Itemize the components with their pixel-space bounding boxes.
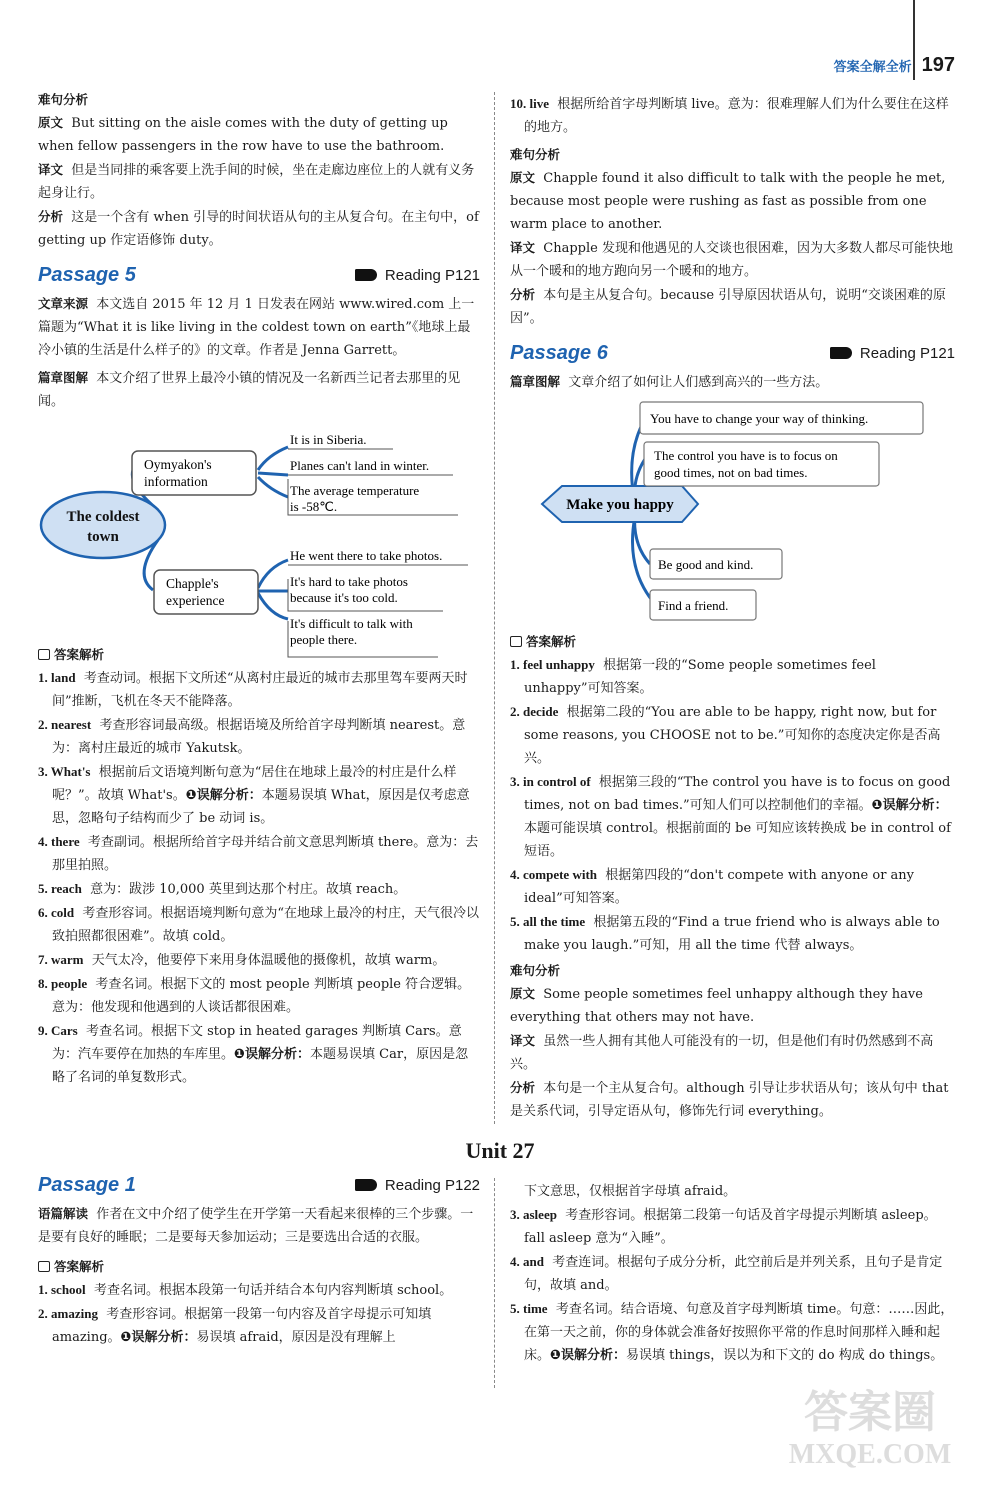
passage5-reference: Reading P121: [384, 266, 480, 284]
answer-item: 2. decide 根据第二段的“You are able to be happy, right now, but for some reasons, you CHOOSE not to be.”可知你的态度决定你是否高兴。: [510, 704, 941, 766]
lock-icon: [38, 649, 50, 660]
translation-text: 译文 但是当同排的乘客要上洗手间的时候，坐在走廊边座位上的人就有义务起身让行。: [38, 162, 475, 201]
answer-item: 3. in control of 根据第三段的“The control you have is to focus on good times, not on bad times.”可知人们可以控制他们的幸福。❶误解分析：本题可能误填 control。根据前面的 be 可知应该转换成 be in control of 短语。: [510, 774, 951, 859]
answer-item: 8. people 考查名词。根据下文的 most people 判断填 people 符合逻辑。意为：他发现和他遇到的人谈话都很困难。: [38, 976, 471, 1015]
analysis-text: 分析 本句是一个主从复合句。although 引导让步状语从句；该从句中 that 是关系代词，引导定语从句，修饰先行词 everything。: [510, 1080, 949, 1119]
lock-icon: [510, 636, 522, 647]
svg-text:information: information: [144, 474, 208, 489]
answer-item: 7. warm 天气太冷，他要停下来用身体温暖他的摄像机，故填 warm。: [38, 952, 446, 968]
column-divider: [494, 92, 495, 1124]
bottom-right-column: [510, 1180, 955, 1367]
center-line-1: The coldest: [66, 509, 140, 525]
discourse-reading: 语篇解读 作者在文中介绍了使学生在开学第一天看起来很棒的三个步骤。一是要有良好的睡眠；二是要每天参加运动；三是要选出合适的衣服。: [38, 1206, 474, 1245]
continued-text: 下文意思，仅根据首字母填 afraid。: [524, 1184, 737, 1199]
mindmap-make-you-happy: [510, 394, 955, 624]
svg-text:experience: experience: [166, 593, 225, 608]
answer-item: 3. What's 根据前后文语境判断句意为“居住在地球上最冷的村庄是什么样呢？”。故填 What's。❶误解分析：本题易误填 What，原因是仅考虑意思，忽略句子结构而少了 be 动词 is。: [38, 764, 470, 826]
left-column: [38, 88, 480, 1089]
original-text: 原文 But sitting on the aisle comes with the duty of getting up when fellow passengers in the row have to use the bathroom.: [38, 115, 448, 154]
original-text: 原文 Chapple found it also difficult to talk with the people he met, because most people were rushing as fast as possible from one warm place to another.: [510, 170, 946, 232]
answers-heading: 答案解析: [510, 630, 955, 653]
svg-text:It's hard to take photos: It's hard to take photos: [290, 574, 408, 589]
svg-text:Find a friend.: Find a friend.: [658, 598, 729, 613]
passage6-header: [510, 340, 955, 366]
answer-item: 4. and 考查连词。根据句子成分分析，此空前后是并列关系，且句子是肯定句，故填 and。: [510, 1254, 943, 1293]
pointing-hand-icon: [355, 269, 377, 281]
difficult-sentence-heading: 难句分析: [510, 147, 561, 162]
answer-item: 5. reach 意为：跋涉 10,000 英里到达那个村庄。故填 reach。: [38, 881, 407, 897]
answer-item: 5. time 考查名词。结合语境、句意及首字母判断填 time。句意：……因此，在第一天之前，你的身体就会准备好按照你平常的作息时间那样入睡和起床。❶误解分析：易误填 things，误以为和下文的 do 构成 do things。: [510, 1301, 954, 1363]
svg-text:The control you have is to foc: The control you have is to focus on: [654, 448, 838, 463]
passage6-reference: Reading P121: [859, 344, 955, 362]
svg-text:Planes can't land in winter.: Planes can't land in winter.: [290, 458, 430, 473]
answer-item: 6. cold 考查形容词。根据语境判断句意为“在地球上最冷的村庄，天气很冷以致拍照都很困难”。故填 cold。: [38, 905, 480, 944]
svg-text:people there.: people there.: [290, 632, 358, 647]
bottom-left-column: [38, 1172, 480, 1349]
answer-item: 5. all the time 根据第五段的“Find a true friend who is always able to make you laugh.”可知，用 all the time 代替 always。: [510, 914, 940, 953]
passage1-header: [38, 1172, 480, 1198]
passage-diagram-intro: 篇章图解 文章介绍了如何让人们感到高兴的一些方法。: [510, 374, 829, 390]
answer-item: 1. school 考查名词。根据本段第一句话并结合本句内容判断填 school。: [38, 1282, 453, 1298]
answer-item: 10. live 根据所给首字母判断填 live。意为：很难理解人们为什么要住在这样的地方。: [510, 96, 949, 135]
page-number: 197: [921, 53, 955, 76]
analysis-text: 分析 这是一个含有 when 引导的时间状语从句的主从复合句。在主句中，of getting up 作定语修饰 duty。: [38, 209, 479, 248]
answer-list-right: [510, 653, 955, 957]
unit-title: Unit 27: [465, 1138, 535, 1163]
passage1-title: Passage 1: [38, 1173, 136, 1196]
passage5-header: [38, 262, 480, 288]
answer-item: 4. compete with 根据第四段的“don't compete with anyone or any ideal”可知答案。: [510, 867, 915, 906]
column-divider-bottom: [494, 1178, 495, 1388]
answers-heading: 答案解析: [38, 1255, 480, 1278]
difficult-sentence-heading: 难句分析: [38, 92, 89, 107]
passage-diagram-intro: 篇章图解 本文介绍了世界上最冷小镇的情况及一名新西兰记者去那里的见闻。: [38, 370, 461, 409]
answer-item: 3. asleep 考查形容词。根据第二段第一句话及首字母提示判断填 asleep。fall asleep 意为“入睡”。: [510, 1207, 937, 1246]
page-header: [834, 50, 955, 80]
right-column: [510, 92, 955, 1123]
svg-text:答案圈: 答案圈: [804, 1388, 936, 1437]
passage6-title: Passage 6: [510, 341, 608, 364]
svg-text:It's difficult to talk with: It's difficult to talk with: [290, 616, 413, 631]
svg-text:because it's too cold.: because it's too cold.: [290, 590, 398, 605]
svg-text:is -58℃.: is -58℃.: [290, 499, 338, 514]
answer-item: 4. there 考查副词。根据所给首字母并结合前文意思判断填 there。意为：去那里拍照。: [38, 834, 479, 873]
mindmap-center-node: [41, 492, 165, 558]
mindmap-coldest-town: [38, 415, 480, 647]
center-label: Make you happy: [566, 497, 674, 513]
answer-list-left: [38, 666, 480, 1089]
passage5-title: Passage 5: [38, 263, 136, 286]
svg-text:Chapple's: Chapple's: [166, 576, 219, 591]
svg-text:The average temperature: The average temperature: [290, 483, 420, 498]
svg-text:MXQE.COM: MXQE.COM: [788, 1439, 952, 1470]
passage1-reference: Reading P122: [384, 1176, 480, 1194]
center-line-2: town: [87, 529, 119, 545]
lock-icon: [38, 1261, 50, 1272]
section-title: 答案全解全析: [833, 59, 912, 75]
difficult-sentence-heading: 难句分析: [510, 963, 561, 978]
svg-text:good times, not on bad times.: good times, not on bad times.: [654, 465, 808, 480]
svg-text:Be good and kind.: Be good and kind.: [658, 557, 754, 572]
translation-text: 译文 Chapple 发现和他遇见的人交谈也很困难，因为大多数人都尽可能快地从一个暖和的地方跑向另一个暖和的地方。: [510, 240, 953, 279]
original-text: 原文 Some people sometimes feel unhappy although they have everything that others may not have.: [510, 986, 923, 1025]
answer-item: 9. Cars 考查名词。根据下文 stop in heated garages 判断填 Cars。意为：汽车要停在加热的车库里。❶误解分析：本题易误填 Car，原因是忽略了名词的单复数形式。: [38, 1023, 469, 1085]
header-rule: [913, 0, 915, 80]
svg-text:He went there to take photos.: He went there to take photos.: [290, 548, 443, 563]
answer-item: 2. nearest 考查形容词最高级。根据语境及所给首字母判断填 nearest。意为：离村庄最近的城市 Yakutsk。: [38, 717, 466, 756]
answer-item: 1. feel unhappy 根据第一段的“Some people sometimes feel unhappy”可知答案。: [510, 657, 876, 696]
answers-heading: 答案解析: [38, 643, 480, 666]
watermark-logo: [770, 1375, 970, 1471]
answer-item: 1. land 考查动词。根据下文所述“从离村庄最近的城市去那里驾车要两天时间”推断，飞机在冬天不能降落。: [38, 670, 468, 709]
translation-text: 译文 虽然一些人拥有其他人可能没有的一切，但是他们有时仍然感到不高兴。: [510, 1033, 934, 1072]
svg-text:It is in Siberia.: It is in Siberia.: [290, 432, 367, 447]
svg-text:Oymyakon's: Oymyakon's: [144, 457, 212, 472]
pointing-hand-icon: [355, 1179, 377, 1191]
article-source: 文章来源 本文选自 2015 年 12 月 1 日发表在网站 www.wired.com 上一篇题为“What it is like living in the coldest town on earth”《地球上最冷小镇的生活是什么样子的》的文章。作者是 Jenna Garrett。: [38, 296, 475, 358]
analysis-text: 分析 本句是主从复合句。because 引导原因状语从句，说明“交谈困难的原因”。: [510, 287, 946, 326]
answer-item: 2. amazing 考查形容词。根据第一段第一句内容及首字母提示可知填 amazing。❶误解分析：易误填 afraid，原因是没有理解上: [38, 1306, 432, 1345]
svg-text:You have to change your way of: You have to change your way of thinking.: [650, 411, 869, 426]
pointing-hand-icon: [830, 347, 852, 359]
